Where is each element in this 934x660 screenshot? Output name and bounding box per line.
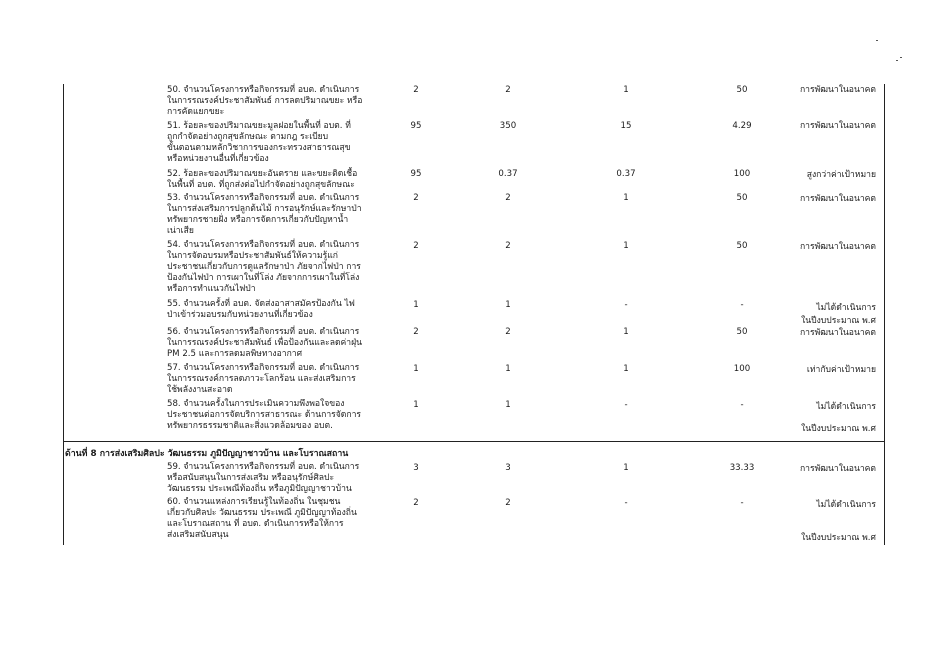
target-value: 2	[413, 241, 419, 251]
actual-value: 1	[623, 85, 629, 95]
actual-value: 0.37	[616, 169, 636, 179]
count-value: 1	[505, 400, 511, 410]
scan-speck	[900, 57, 902, 58]
percent-value: -	[740, 400, 744, 410]
indicator-text: 60. จำนวนแหล่งการเรียนรู้ในท้องถิ่น ในชุมชน เกี่ยวกับศิลปะ วัฒนธรรม ประเพณี ภูมิปัญญาท้องถิ่น และโบราณสถาน ที่ อบต. ดำเนินการหรือให้การ ส่งเสริมสนับสนุน	[167, 497, 357, 540]
percent-value: 50	[736, 241, 748, 251]
target-value: 1	[413, 300, 419, 310]
indicator-text: 54. จำนวนโครงการหรือกิจกรรมที่ อบต. ดำเนินการ ในการจัดอบรมหรือประชาสัมพันธ์ให้ความรู้แก่ ประชาชนเกี่ยวกับการดูแลรักษาป่า ภัยจากไฟป่า การ ป้องกันไฟป่า การเผาในที่โล่ง ภัยจากการเผาในที่โล่ง หรือการทำแนวกันไฟป่า	[167, 240, 361, 294]
percent-value: 100	[733, 169, 751, 179]
target-value: 95	[410, 121, 422, 131]
indicator-text: 52. ร้อยละของปริมาณขยะอันตราย และขยะติดเชื้อ ในพื้นที่ อบต. ที่ถูกส่งต่อไปกำจัดอย่างถูกสุขลักษณะ	[167, 169, 358, 190]
actual-value: -	[624, 300, 628, 310]
count-value: 2	[505, 193, 511, 203]
target-value: 1	[413, 400, 419, 410]
scan-speck	[896, 60, 898, 61]
percent-value: 100	[733, 364, 751, 374]
result-text: การพัฒนาในอนาคต	[799, 328, 876, 338]
actual-value: 1	[623, 463, 629, 473]
actual-value: -	[624, 400, 628, 410]
percent-value: 50	[736, 193, 748, 203]
indicator-text: 59. จำนวนโครงการหรือกิจกรรมที่ อบต. ดำเนินการ หรือสนับสนุนในการส่งเสริม หรืออนุรักษ์ศิลปะ วัฒนธรรม ประเพณีท้องถิ่น หรือภูมิปัญญาชาวบ้าน	[167, 462, 360, 494]
indicator-text: 56. จำนวนโครงการหรือกิจกรรมที่ อบต. ดำเนินการ ในการรณรงค์ประชาสัมพันธ์ เพื่อป้องกันและลดค่าฝุ่น PM 2.5 และการลดมลพิษทางอากาศ	[167, 327, 363, 359]
percent-value: 4.29	[732, 121, 752, 131]
actual-value: 15	[620, 121, 632, 131]
indicator-text: 53. จำนวนโครงการหรือกิจกรรมที่ อบต. ดำเนินการ ในการส่งเสริมการปลูกต้นไม้ การอนุรักษ์และรักษาป่า ทรัพยากรชายฝั่ง หรือการจัดการเกี่ยวกับปัญหาน้ำ เน่าเสีย	[167, 193, 362, 236]
indicator-text: 57. จำนวนโครงการหรือกิจกรรมที่ อบต. ดำเนินการ ในการรณรงค์การลดภาวะโลกร้อน และส่งเสริมการ ใช้พลังงานสะอาด	[167, 363, 360, 395]
result-text: เท่ากับค่าเป้าหมาย	[806, 365, 876, 375]
target-value: 2	[413, 193, 419, 203]
actual-value: 1	[623, 193, 629, 203]
actual-value: 1	[623, 241, 629, 251]
result-text: การพัฒนาในอนาคต	[799, 194, 876, 204]
table-right-border	[884, 84, 885, 545]
result-text: การพัฒนาในอนาคต	[799, 464, 876, 474]
count-value: 0.37	[498, 169, 518, 179]
section-8-heading: ด้านที่ 8 การส่งเสริมศิลปะ วัฒนธรรม ภูมิปัญญาชาวบ้าน และโบราณสถาน	[65, 449, 349, 459]
count-value: 2	[505, 85, 511, 95]
result-text: ไม่ได้ดำเนินการ ในปีงบประมาณ พ.ศ	[801, 500, 876, 543]
target-value: 1	[413, 364, 419, 374]
table-left-border	[63, 84, 64, 545]
target-value: 3	[413, 463, 419, 473]
count-value: 2	[505, 241, 511, 251]
indicator-text: 51. ร้อยละของปริมาณขยะมูลฝอยในพื้นที่ อบต. ที่ ถูกกำจัดอย่างถูกสุขลักษณะ ตามกฎ ระเบียบ ขั้นตอนตามหลักวิชาการของกระทรวงสาธารณสุข หรือหน่วยงานอื่นที่เกี่ยวข้อง	[167, 121, 351, 164]
percent-value: -	[740, 300, 744, 310]
actual-value: 1	[623, 327, 629, 337]
indicator-text: 55. จำนวนครั้งที่ อบต. จัดส่งอาสาสมัครป้องกัน ไฟ ป่าเข้าร่วมอบรมกับหน่วยงานที่เกี่ยวข้อง	[167, 299, 355, 320]
indicator-text: 50. จำนวนโครงการหรือกิจกรรมที่ อบต. ดำเนินการ ในการรณรงค์ประชาสัมพันธ์ การลดปริมาณขยะ หรือ การคัดแยกขยะ	[167, 85, 363, 117]
percent-value: 50	[736, 85, 748, 95]
result-text: การพัฒนาในอนาคต	[799, 121, 876, 131]
count-value: 1	[505, 364, 511, 374]
scan-speck	[876, 40, 878, 41]
result-text: สูงกว่าค่าเป้าหมาย	[806, 170, 876, 180]
count-value: 2	[505, 498, 511, 508]
result-text: การพัฒนาในอนาคต	[799, 242, 876, 252]
count-value: 1	[505, 300, 511, 310]
actual-value: 1	[623, 364, 629, 374]
percent-value: 50	[736, 327, 748, 337]
count-value: 2	[505, 327, 511, 337]
count-value: 3	[505, 463, 511, 473]
indicator-text: 58. จำนวนครั้งในการประเมินความพึงพอใจของ ประชาชนต่อการจัดบริการสาธารณะ ด้านการจัดการ ทรัพยากรธรรมชาติและสิ่งแวดล้อมของ อบต.	[167, 399, 362, 431]
actual-value: -	[624, 498, 628, 508]
target-value: 95	[410, 169, 422, 179]
result-text: ไม่ได้ดำเนินการ ในปีงบประมาณ พ.ศ	[801, 303, 876, 326]
target-value: 2	[413, 85, 419, 95]
percent-value: -	[740, 498, 744, 508]
target-value: 2	[413, 498, 419, 508]
target-value: 2	[413, 327, 419, 337]
result-text: การพัฒนาในอนาคต	[799, 85, 876, 95]
percent-value: 33.33	[729, 463, 755, 473]
result-text: ไม่ได้ดำเนินการ ในปีงบประมาณ พ.ศ	[801, 402, 876, 434]
count-value: 350	[499, 121, 517, 131]
section-divider-top	[63, 441, 885, 442]
